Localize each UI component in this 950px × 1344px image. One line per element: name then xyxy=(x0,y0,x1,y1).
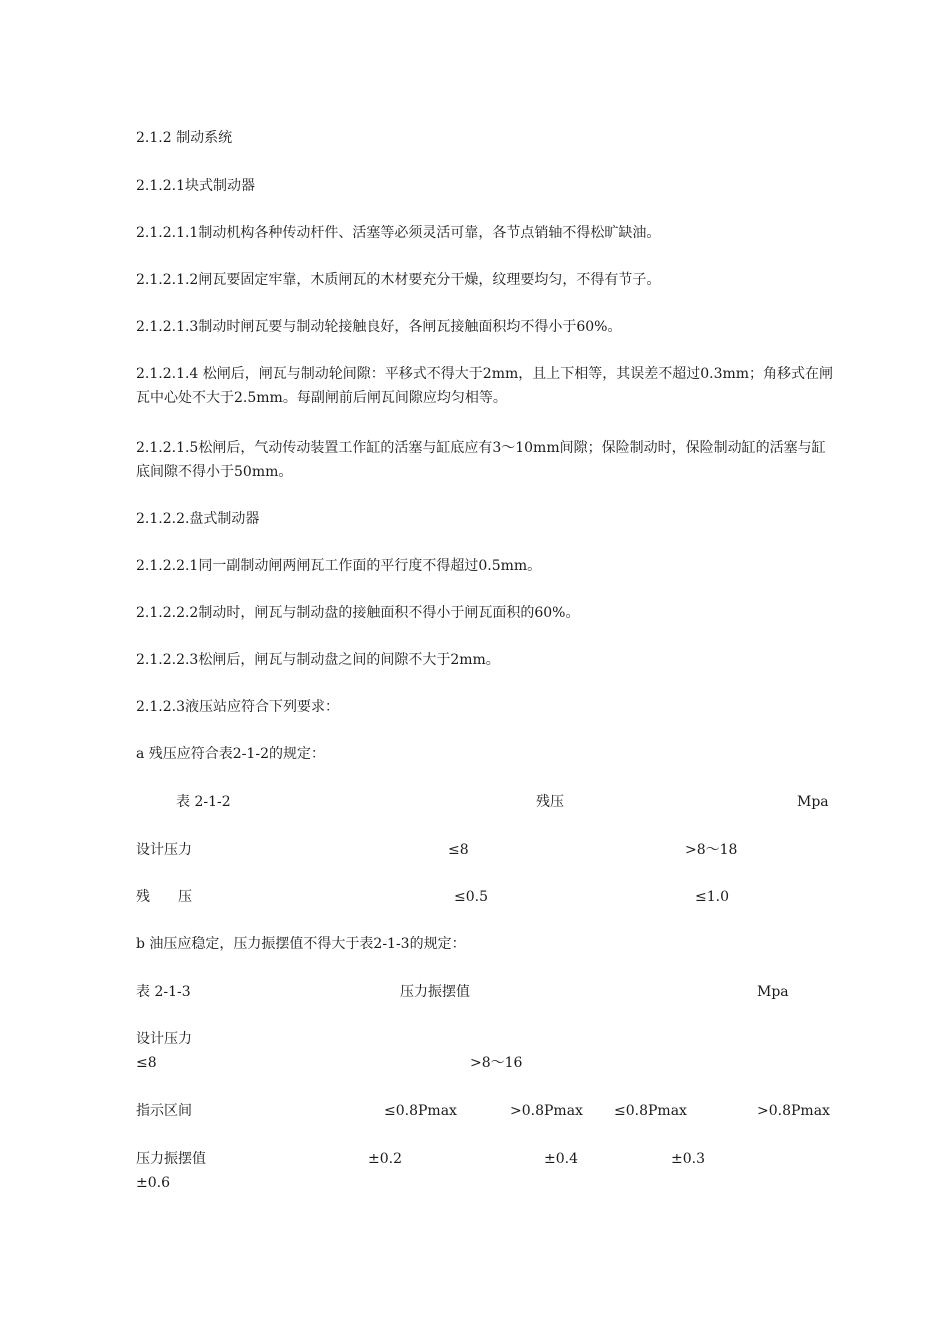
row-label-design-pressure: 设计压力 xyxy=(136,842,192,858)
cell-residual-0-5: ≤0.5 xyxy=(454,889,488,905)
cell-swing-3: ±0.3 xyxy=(671,1151,705,1167)
cell-design-le8: ≤8 xyxy=(448,842,469,858)
table-name: 压力振摆值 xyxy=(400,984,470,1000)
cell-swing-2: ±0.4 xyxy=(544,1151,578,1167)
table-unit: Mpa xyxy=(757,984,789,1000)
table-unit: Mpa xyxy=(797,794,829,810)
row-label-residual-pressure: 残 压 xyxy=(136,889,192,905)
cell-range-4: >0.8Pmax xyxy=(757,1103,830,1119)
cell-design-8-16: >8～16 xyxy=(470,1055,523,1071)
clause-2-1-2-1-5: 2.1.2.1.5松闸后，气动传动装置工作缸的活塞与缸底应有3～10mm间隙；保险制动时，保险制动缸的活塞与缸底间隙不得小于50mm。 xyxy=(136,440,826,480)
clause-2-1-2-1-4: 2.1.2.1.4 松闸后，闸瓦与制动轮间隙：平移式不得大于2mm，且上下相等，其误差不超过0.3mm；角移式在闸瓦中心处不大于2.5mm。每副闸前后闸瓦间隙应均匀相等。 xyxy=(136,366,834,406)
clause-2-1-2-1-2: 2.1.2.1.2闸瓦要固定牢靠，木质闸瓦的木材要充分干燥，纹理要均匀，不得有节子。 xyxy=(136,272,661,288)
table-number: 表 2-1-2 xyxy=(176,794,231,810)
cell-range-2: >0.8Pmax xyxy=(510,1103,583,1119)
disc-brake-heading: 2.1.2.2.盘式制动器 xyxy=(136,511,260,527)
clause-2-1-2-1-3: 2.1.2.1.3制动时闸瓦要与制动轮接触良好，各闸瓦接触面积均不得小于60%。 xyxy=(136,319,622,335)
cell-swing-1: ±0.2 xyxy=(368,1151,402,1167)
block-brake-heading: 2.1.2.1块式制动器 xyxy=(136,178,255,194)
clause-2-1-2-2-3: 2.1.2.2.3松闸后，闸瓦与制动盘之间的间隙不大于2mm。 xyxy=(136,652,500,668)
row-label-indication-range: 指示区间 xyxy=(136,1103,192,1119)
clause-2-1-2-2-1: 2.1.2.2.1同一副制动闸两闸瓦工作面的平行度不得超过0.5mm。 xyxy=(136,558,542,574)
item-a-residual-pressure: a 残压应符合表2-1-2的规定： xyxy=(136,746,325,762)
cell-design-8-18: >8～18 xyxy=(685,842,738,858)
table-name: 残压 xyxy=(536,794,564,810)
cell-range-1: ≤0.8Pmax xyxy=(384,1103,457,1119)
cell-design-le8: ≤8 xyxy=(136,1055,157,1071)
cell-residual-1-0: ≤1.0 xyxy=(695,889,729,905)
table-number: 表 2-1-3 xyxy=(136,984,191,1000)
row-label-design-pressure: 设计压力 xyxy=(136,1031,192,1047)
item-b-oil-pressure: b 油压应稳定，压力振摆值不得大于表2-1-3的规定： xyxy=(136,936,466,952)
cell-swing-4: ±0.6 xyxy=(136,1175,170,1191)
clause-2-1-2-1-1: 2.1.2.1.1制动机构各种传动杆件、活塞等必须灵活可靠，各节点销轴不得松旷缺油。 xyxy=(136,225,661,241)
row-label-pressure-swing: 压力振摆值 xyxy=(136,1151,206,1167)
clause-2-1-2-2-2: 2.1.2.2.2制动时，闸瓦与制动盘的接触面积不得小于闸瓦面积的60%。 xyxy=(136,605,580,621)
hydraulic-heading: 2.1.2.3液压站应符合下列要求： xyxy=(136,699,339,715)
section-title: 2.1.2 制动系统 xyxy=(136,130,233,146)
cell-range-3: ≤0.8Pmax xyxy=(614,1103,687,1119)
